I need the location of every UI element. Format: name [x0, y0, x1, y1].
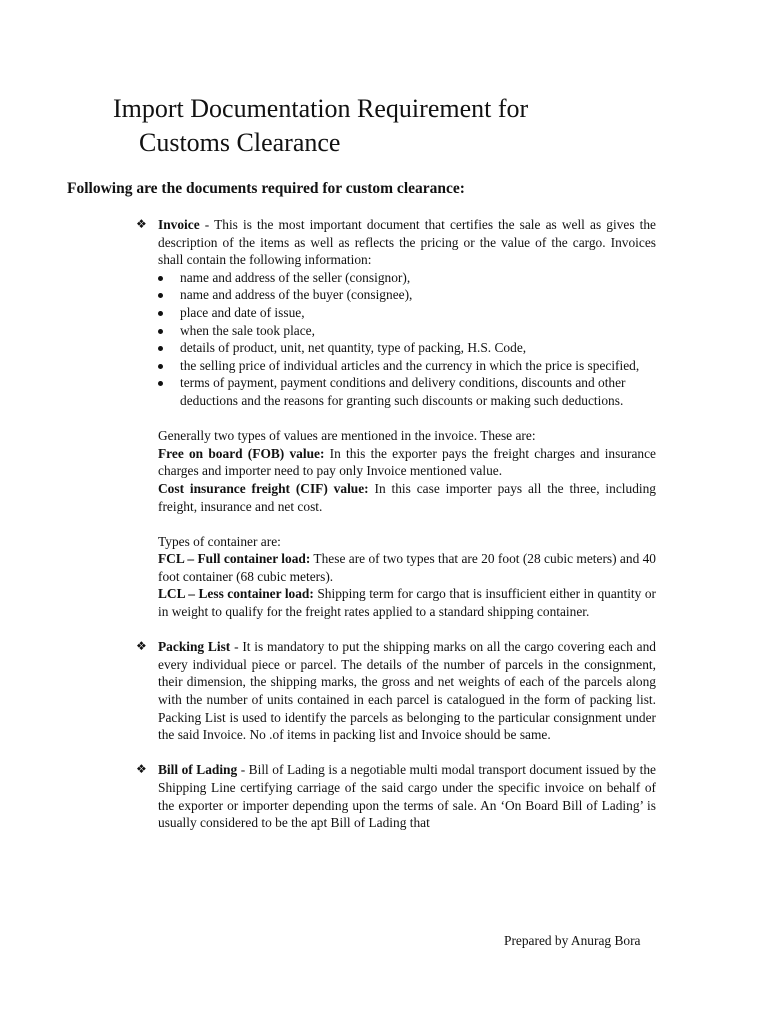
- container-intro: Types of container are:: [158, 533, 281, 549]
- list-item: the selling price of individual articles and the currency in which the price is specified,: [158, 357, 656, 375]
- bullet-dot-icon: [158, 381, 163, 386]
- invoice-heading: Invoice: [158, 217, 200, 232]
- cif-paragraph: [158, 480, 656, 515]
- packing-text: - It is mandatory to put the shipping marks on all the cargo covering each and every individual piece or parcel. The details of the number of parcels in the consignment, their dimension, the shipping marks, the gross and net weights of each of the parcels along with the number of units contained in each parcel is catalogued in the form of packing list. Packing List is used to identify the parcels as belonging to the particular consignment under the said Invoice. No .of items in packing list and Invoice should be same.: [158, 639, 656, 743]
- bill-of-lading-section: [136, 761, 656, 831]
- cif-text: In this case importer pays all the three, including freight, insurance and net cost.: [158, 480, 656, 514]
- document-body: [136, 216, 657, 832]
- title-line-2: Customs Clearance: [139, 128, 341, 157]
- fob-label: Free on board (FOB) value:: [158, 445, 325, 461]
- packing-paragraph: [158, 638, 656, 744]
- list-item: name and address of the seller (consignor),: [158, 269, 656, 287]
- lcl-paragraph: [158, 585, 656, 620]
- bullet-dot-icon: [158, 311, 163, 316]
- invoice-intro-text: - This is the most important document that certifies the sale as well as gives the description of the items as well as reflects the pricing or the value of the cargo. Invoices shall contain the following information:: [158, 217, 656, 268]
- bill-heading: Bill of Lading: [158, 762, 238, 778]
- list-item: name and address of the buyer (consignee),: [158, 286, 656, 304]
- title-line-1: Import Documentation Requirement for: [113, 94, 529, 123]
- section-subtitle: Following are the documents required for custom clearance:: [67, 180, 465, 197]
- values-intro: Generally two types of values are mentioned in the invoice. These are:: [158, 428, 536, 444]
- bill-paragraph: [158, 761, 656, 831]
- lcl-label: LCL – Less container load:: [158, 586, 314, 602]
- bullet-dot-icon: [158, 293, 163, 298]
- cif-label: Cost insurance freight (CIF) value:: [158, 480, 369, 496]
- fcl-label: FCL – Full container load:: [158, 551, 311, 567]
- diamond-bullet-icon: ❖: [136, 639, 147, 654]
- fob-text: In this the exporter pays the freight charges and insurance charges and importer need to pay only Invoice mentioned value.: [158, 445, 657, 479]
- diamond-bullet-icon: ❖: [136, 762, 147, 777]
- invoice-intro: [158, 216, 656, 269]
- packing-heading: Packing List: [158, 639, 231, 655]
- bullet-dot-icon: [158, 276, 163, 281]
- packing-list-section: [136, 638, 656, 744]
- list-item: place and date of issue,: [158, 304, 656, 322]
- fcl-paragraph: [158, 550, 656, 585]
- bullet-dot-icon: [158, 364, 163, 369]
- lcl-text: Shipping term for cargo that is insufficient either in quantity or in weight to qualify for the freight rates applied to a standard shipping container.: [158, 586, 656, 620]
- bill-text: - Bill of Lading is a negotiable multi modal transport document issued by the Shipping Line certifying carriage of the said cargo under the specific invoice on behalf of the exporter or importer depending upon the terms of sale. An ‘On Board Bill of Lading’ is usually considered to be the apt Bill of Lading that: [158, 762, 656, 831]
- fcl-text: These are of two types that are 20 foot (28 cubic meters) and 40 foot container (68 cubic meters).: [158, 551, 657, 584]
- prepared-by-footer: Prepared by Anurag Bora: [504, 933, 641, 948]
- bullet-dot-icon: [158, 329, 163, 334]
- list-item: terms of payment, payment conditions and delivery conditions, discounts and other deductions and the reasons for granting such discounts or making such deductions.: [158, 374, 656, 409]
- list-item: when the sale took place,: [158, 322, 656, 340]
- diamond-bullet-icon: ❖: [136, 217, 147, 231]
- invoice-info-list: [158, 269, 656, 410]
- list-item: details of product, unit, net quantity, type of packing, H.S. Code,: [158, 339, 656, 357]
- fob-paragraph: [158, 445, 656, 480]
- invoice-section: [136, 216, 657, 621]
- bullet-dot-icon: [158, 346, 163, 351]
- page-title: [113, 92, 673, 160]
